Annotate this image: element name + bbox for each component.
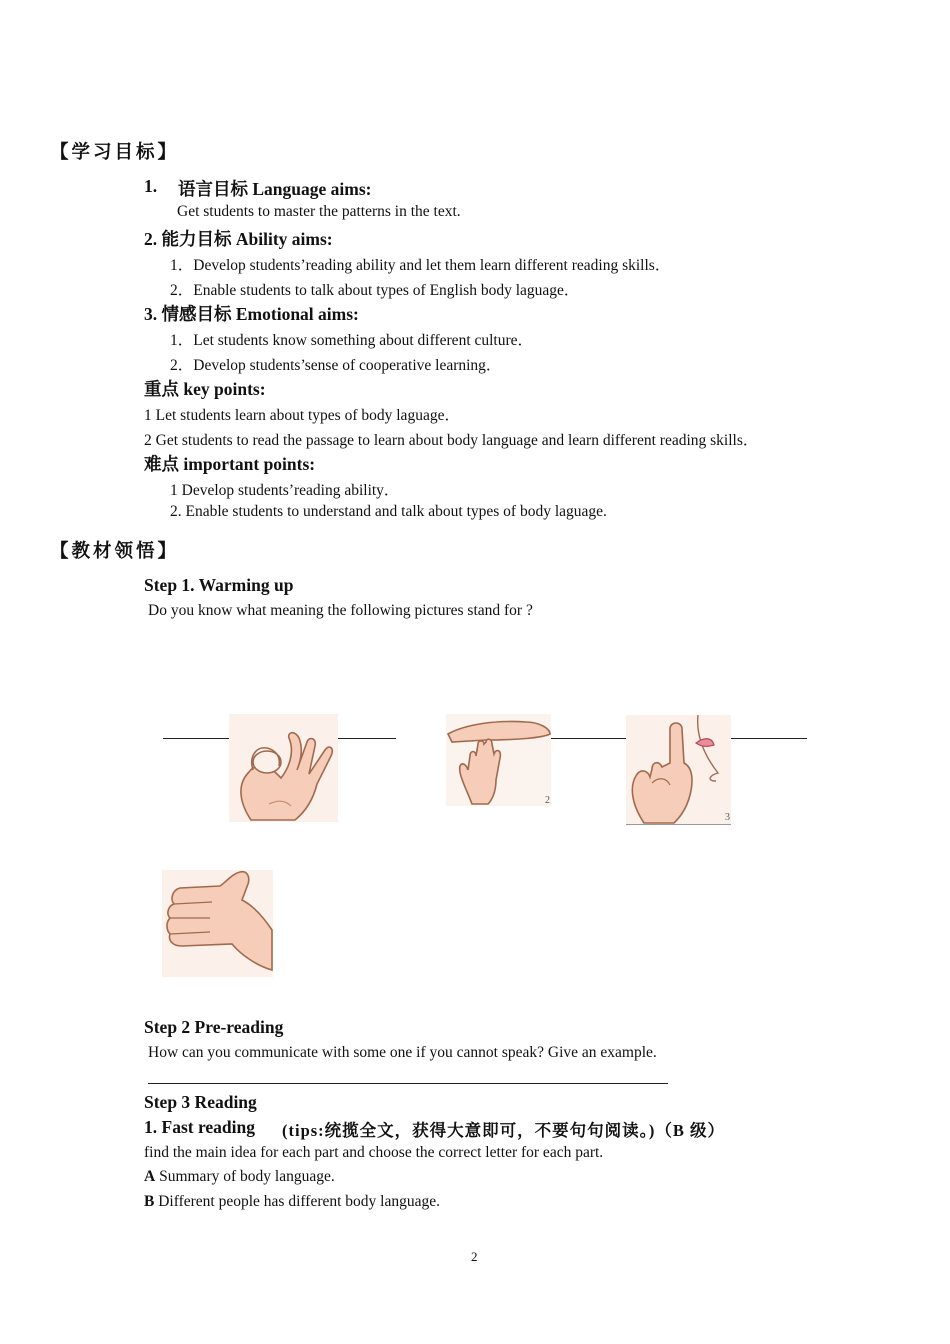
answer-blank[interactable] xyxy=(338,738,396,739)
emotional-aims-item: 1．Let students know something about different culture． xyxy=(170,332,534,349)
important-points-title: 难点 important points: xyxy=(144,454,316,474)
picture-label: 3 xyxy=(725,812,730,823)
step2-title: Step 2 Pre-reading xyxy=(144,1017,284,1037)
language-aims-number: 1. xyxy=(144,176,158,196)
option-letter: B xyxy=(144,1193,155,1210)
fast-reading-instruction: find the main idea for each part and choose the correct letter for each part. xyxy=(144,1144,604,1161)
emotional-aims-item: 2．Develop students’sense of cooperative learning． xyxy=(170,357,502,374)
time-out-hands-icon xyxy=(446,714,551,806)
section-heading-material: 【教材领悟】 xyxy=(50,541,180,562)
step2-answer-line[interactable] xyxy=(148,1083,668,1084)
important-points-item: 1 Develop students’reading ability． xyxy=(170,482,400,499)
thumbs-up-hand-icon xyxy=(162,870,273,977)
fast-reading-tips: (tips:统揽全文，获得大意即可，不要句句阅读。)（B 级） xyxy=(282,1121,726,1140)
option-text: Different people has different body language. xyxy=(158,1193,440,1210)
page-number: 2 xyxy=(471,1249,478,1264)
language-aims-title: 语言目标 Language aims: xyxy=(178,179,372,199)
ability-aims-item: 2．Enable students to talk about types of English body laguage． xyxy=(170,282,580,299)
answer-blank[interactable] xyxy=(550,738,626,739)
ability-aims-title: 2. 能力目标 Ability aims: xyxy=(144,229,333,249)
option-item xyxy=(144,1193,440,1211)
key-points-title: 重点 key points: xyxy=(144,379,266,399)
language-aims-text: Get students to master the patterns in the text. xyxy=(177,203,461,220)
ok-gesture-hand-icon xyxy=(229,714,338,822)
step1-question: Do you know what meaning the following pictures stand for ? xyxy=(148,602,533,619)
ability-aims-item: 1．Develop students’reading ability and let them learn different reading skills． xyxy=(170,257,671,274)
step3-title: Step 3 Reading xyxy=(144,1092,257,1112)
fast-reading-title: 1. Fast reading xyxy=(144,1117,255,1137)
option-item xyxy=(144,1168,335,1186)
option-text: Summary of body language. xyxy=(159,1168,335,1185)
finger-on-lips-icon xyxy=(626,715,731,825)
picture-label: 2 xyxy=(545,795,550,806)
answer-blank[interactable] xyxy=(731,738,807,739)
important-points-item: 2. Enable students to understand and talk about types of body laguage. xyxy=(170,503,607,520)
key-points-item: 2 Get students to read the passage to learn about body language and learn different reading skills． xyxy=(144,432,759,449)
step1-title: Step 1. Warming up xyxy=(144,575,294,595)
step2-question: How can you communicate with some one if you cannot speak? Give an example. xyxy=(148,1044,657,1061)
key-points-item: 1 Let students learn about types of body laguage． xyxy=(144,407,460,424)
section-heading-goals: 【学习目标】 xyxy=(50,142,180,163)
answer-blank[interactable] xyxy=(163,738,229,739)
emotional-aims-title: 3. 情感目标 Emotional aims: xyxy=(144,304,359,324)
option-letter: A xyxy=(144,1168,156,1185)
